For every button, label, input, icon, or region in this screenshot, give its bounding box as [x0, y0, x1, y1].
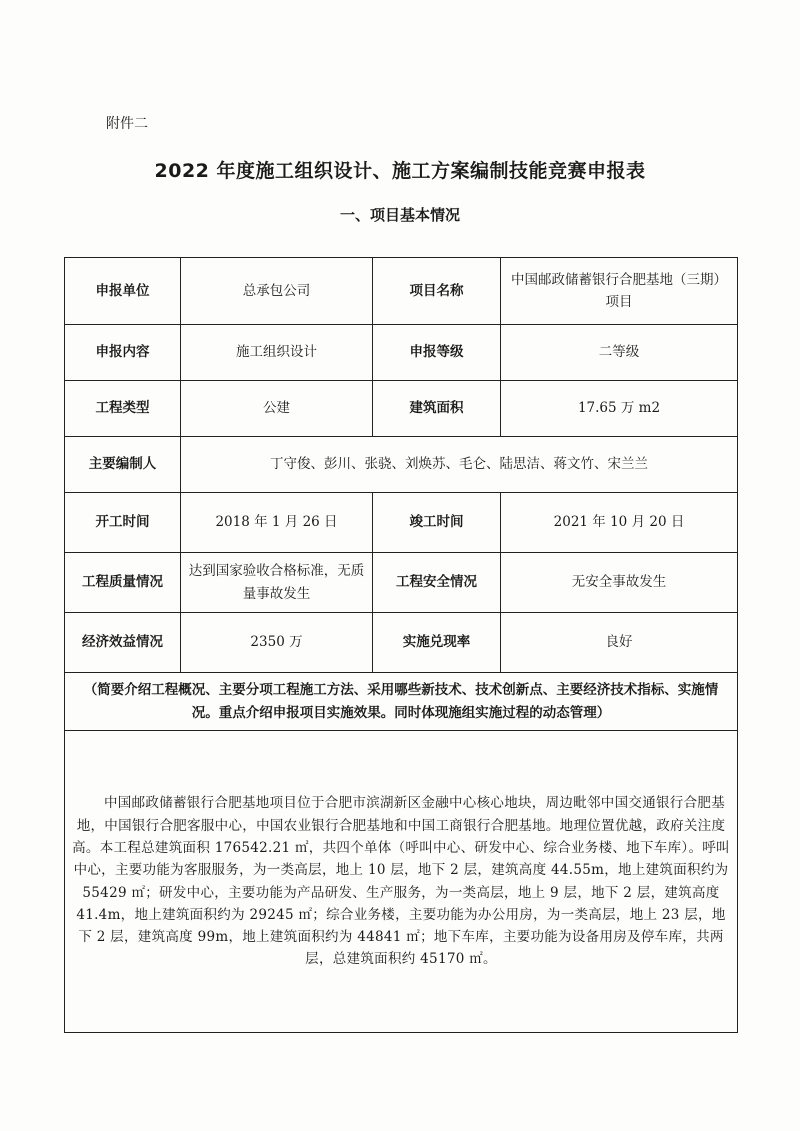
label-project-type: 工程类型 [65, 381, 181, 437]
section-heading: 一、项目基本情况 [339, 206, 460, 224]
table-row [65, 613, 738, 673]
label-content: 申报内容 [65, 325, 181, 381]
table-row [65, 325, 738, 381]
value-applicant: 总承包公司 [181, 258, 373, 325]
value-floor-area: 17.65 万 m2 [501, 381, 738, 437]
label-start-date: 开工时间 [65, 493, 181, 553]
label-applicant: 申报单位 [65, 258, 181, 325]
value-start-date: 2018 年 1 月 26 日 [181, 493, 373, 553]
label-quality: 工程质量情况 [65, 553, 181, 613]
label-authors: 主要编制人 [65, 437, 181, 493]
value-fulfillment: 良好 [501, 613, 738, 673]
value-authors: 丁守俊、彭川、张骁、刘焕苏、毛仑、陆思洁、蒋文竹、宋兰兰 [181, 437, 738, 493]
label-project-name: 项目名称 [373, 258, 501, 325]
value-project-type: 公建 [181, 381, 373, 437]
table-row [65, 553, 738, 613]
instruction-note: （简要介绍工程概况、主要分项工程施工方法、采用哪些新技术、技术创新点、主要经济技术指标、实施情况。重点介绍申报项目实施效果。同时体现施组实施过程的动态管理） [65, 673, 738, 731]
label-end-date: 竣工时间 [373, 493, 501, 553]
value-economic: 2350 万 [181, 613, 373, 673]
value-content: 施工组织设计 [181, 325, 373, 381]
label-fulfillment: 实施兑现率 [373, 613, 501, 673]
application-form-table [64, 257, 738, 1033]
value-project-name: 中国邮政储蓄银行合肥基地（三期）项目 [501, 258, 738, 325]
label-floor-area: 建筑面积 [373, 381, 501, 437]
attachment-label: 附件二 [106, 116, 148, 132]
table-row [65, 258, 738, 325]
label-economic: 经济效益情况 [65, 613, 181, 673]
page-title: 2022 年度施工组织设计、施工方案编制技能竞赛申报表 [154, 160, 646, 182]
project-description-cell [65, 731, 738, 1033]
project-description: 中国邮政储蓄银行合肥基地项目位于合肥市滨湖新区金融中心核心地块，周边毗邻中国交通银行合肥基地，中国银行合肥客服中心，中国农业银行合肥基地和中国工商银行合肥基地。地理位置优越，政府关注度高。本工程总建筑面积 176542.21 ㎡，共四个单体（呼叫中心、研发中心、综合业务楼、地下车库）。呼叫中心，主要功能为客服服务，为一类高层，地上 10 层，地下 2 层，建筑高度 44.55m，地上建筑面积约为 55429 ㎡；研发中心，主要功能为产品研发、生产服务，为一类高层，地上 9 层，地下 2 层，建筑高度 41.4m，地上建筑面积约为 29245 ㎡；综合业务楼，主要功能为办公用房，为一类高层，地上 23 层，地下 2 层，建筑高度 99m，地上建筑面积约为 44841 ㎡；地下车库，主要功能为设备用房及停车库，共两层，总建筑面积约 45170 ㎡。 [72, 795, 730, 968]
label-safety: 工程安全情况 [373, 553, 501, 613]
table-row [65, 673, 738, 731]
table-row [65, 493, 738, 553]
value-grade: 二等级 [501, 325, 738, 381]
table-row [65, 731, 738, 1033]
label-grade: 申报等级 [373, 325, 501, 381]
value-end-date: 2021 年 10 月 20 日 [501, 493, 738, 553]
table-row [65, 437, 738, 493]
value-safety: 无安全事故发生 [501, 553, 738, 613]
table-row [65, 381, 738, 437]
value-quality: 达到国家验收合格标准，无质量事故发生 [181, 553, 373, 613]
